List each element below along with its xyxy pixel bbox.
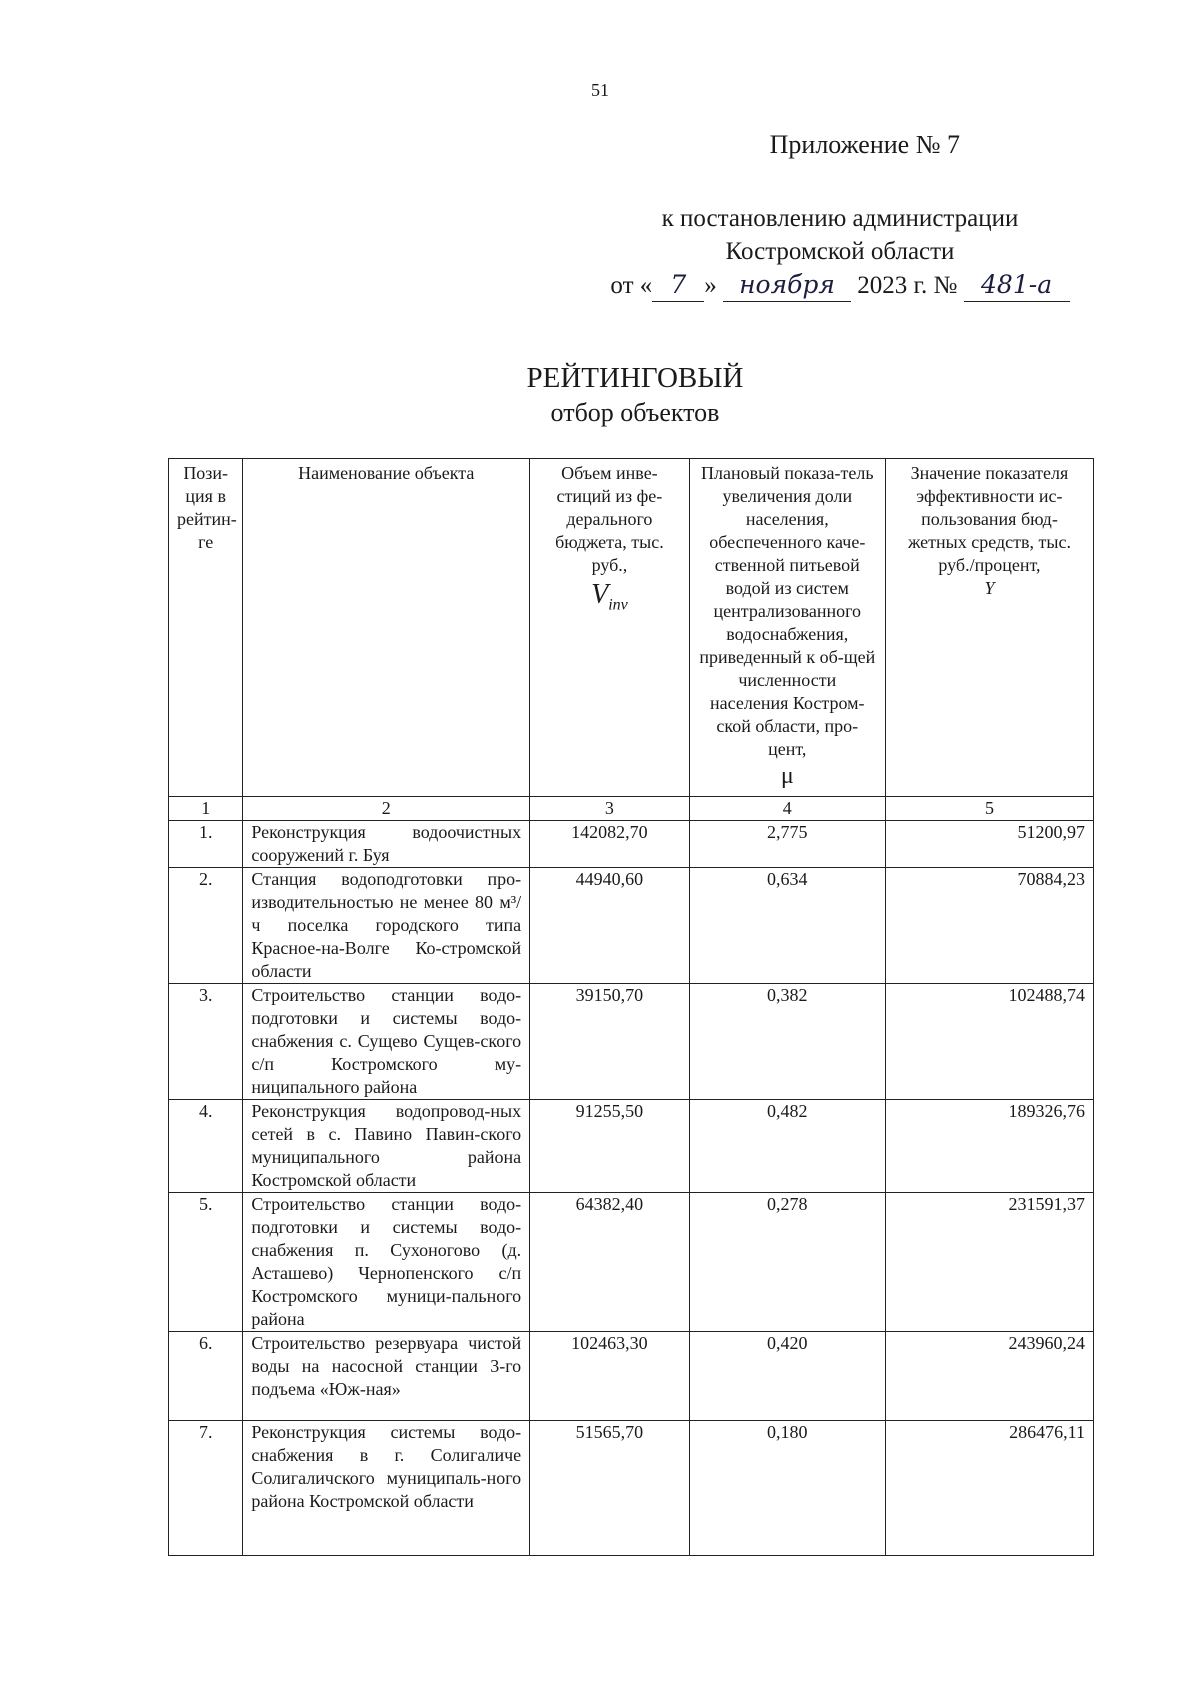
- row-investment: 44940,60: [530, 868, 690, 984]
- investment-symbol: [538, 579, 681, 617]
- document-title: РЕЙТИНГОВЫЙ: [526, 362, 744, 394]
- decree-line-2: Костромской области: [725, 238, 955, 265]
- table-row: [169, 1421, 1094, 1556]
- appendix-heading: Приложение № 7: [769, 130, 960, 159]
- date-prefix: от «: [610, 272, 653, 299]
- column-number-row: [169, 797, 1094, 821]
- column-number: 2: [243, 797, 530, 821]
- row-position: 1.: [169, 821, 243, 868]
- header-investment-text: Объем инве-стиций из фе-дерального бюджета, тыс. руб.,: [555, 463, 664, 575]
- row-investment: 39150,70: [530, 984, 690, 1100]
- indicator-symbol: μ: [780, 763, 794, 789]
- row-investment: 91255,50: [530, 1100, 690, 1193]
- header-indicator-text: Плановый показа-тель увеличения доли населения, обеспеченного каче-ственной питьевой водой из систем централизованного водоснабжения, приведенный к об-щей численности населения Костром-ской области, про-цент,: [699, 463, 876, 759]
- row-object-name: Реконструкция водопровод-ных сетей в с. Павино Павин-ского муниципального района Костромской области: [243, 1100, 530, 1193]
- column-number: 5: [885, 797, 1093, 821]
- row-position: 3.: [169, 984, 243, 1100]
- row-investment: 142082,70: [530, 821, 690, 868]
- row-indicator: 0,634: [689, 868, 885, 984]
- row-investment: 51565,70: [530, 1421, 690, 1556]
- row-efficiency: 243960,24: [885, 1332, 1093, 1421]
- efficiency-symbol: Y: [984, 578, 995, 598]
- row-indicator: 0,278: [689, 1193, 885, 1332]
- table-row: [169, 984, 1094, 1100]
- row-position: 2.: [169, 868, 243, 984]
- rating-table: [168, 458, 1094, 1556]
- row-efficiency: 189326,76: [885, 1100, 1093, 1193]
- row-position: 7.: [169, 1421, 243, 1556]
- header-position-text: Пози-ция в рейтин-ге: [177, 463, 237, 552]
- row-position: 4.: [169, 1100, 243, 1193]
- column-number: 3: [530, 797, 690, 821]
- handwritten-number: 481-а: [964, 268, 1070, 302]
- row-indicator: 0,482: [689, 1100, 885, 1193]
- investment-symbol-sub: inv: [608, 596, 628, 614]
- handwritten-month: ноября: [723, 268, 851, 302]
- header-position: [169, 459, 243, 797]
- table-row: [169, 821, 1094, 868]
- row-position: 5.: [169, 1193, 243, 1332]
- row-investment: 64382,40: [530, 1193, 690, 1332]
- row-object-name: Реконструкция водоочистных сооружений г. Буя: [243, 821, 530, 868]
- row-indicator: 0,382: [689, 984, 885, 1100]
- column-number: 4: [689, 797, 885, 821]
- row-efficiency: 231591,37: [885, 1193, 1093, 1332]
- row-efficiency: 70884,23: [885, 868, 1093, 984]
- decree-date-line: [600, 268, 1080, 302]
- table-row: [169, 1100, 1094, 1193]
- row-investment: 102463,30: [530, 1332, 690, 1421]
- handwritten-day: 7: [652, 268, 704, 302]
- page-number: 51: [591, 80, 609, 100]
- row-efficiency: 286476,11: [885, 1421, 1093, 1556]
- column-number: 1: [169, 797, 243, 821]
- header-efficiency: [885, 459, 1093, 797]
- header-investment: [530, 459, 690, 797]
- row-object-name: Строительство станции водо-подготовки и системы водо-снабжения с. Сущево Сущев-ского с/п Костромского му-ниципального района: [243, 984, 530, 1100]
- row-object-name: Строительство станции водо-подготовки и системы водо-снабжения п. Сухоногово (д. Асташево) Чернопенского с/п Костромского муници-пального района: [243, 1193, 530, 1332]
- header-efficiency-text: Значение показателя эффективности ис-пользования бюд-жетных средств, тыс. руб./процент,: [907, 463, 1071, 575]
- row-position: 6.: [169, 1332, 243, 1421]
- row-efficiency: 102488,74: [885, 984, 1093, 1100]
- date-mid: »: [704, 272, 717, 299]
- row-efficiency: 51200,97: [885, 821, 1093, 868]
- table-row: [169, 1193, 1094, 1332]
- header-name: [243, 459, 530, 797]
- row-indicator: 0,180: [689, 1421, 885, 1556]
- year-text: 2023 г. №: [857, 272, 958, 299]
- document-subtitle: отбор объектов: [550, 398, 720, 427]
- decree-reference: [600, 202, 1080, 302]
- row-indicator: 2,775: [689, 821, 885, 868]
- header-name-text: Наименование объекта: [298, 463, 475, 483]
- decree-line-1: к постановлению администрации: [661, 205, 1019, 232]
- investment-symbol-main: V: [591, 579, 609, 610]
- row-object-name: Станция водоподготовки про-изводительностью не менее 80 м³/ч поселка городского типа Красное-на-Волге Ко-стромской области: [243, 868, 530, 984]
- table-row: [169, 868, 1094, 984]
- row-indicator: 0,420: [689, 1332, 885, 1421]
- table-row: [169, 1332, 1094, 1421]
- table-header-row: [169, 459, 1094, 797]
- row-object-name: Строительство резервуара чистой воды на насосной станции 3-го подъема «Юж-ная»: [243, 1332, 530, 1421]
- header-indicator: [689, 459, 885, 797]
- row-object-name: Реконструкция системы водо-снабжения в г. Солигаличе Солигаличского муниципаль-ного района Костромской области: [243, 1421, 530, 1556]
